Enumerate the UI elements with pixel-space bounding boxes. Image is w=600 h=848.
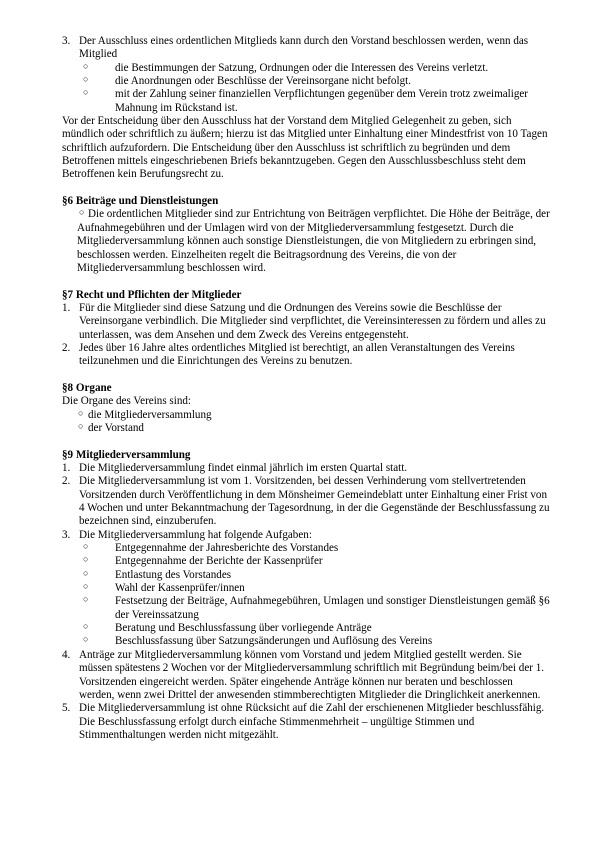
section-heading: §8 Organe	[62, 381, 112, 394]
circle-bullet-icon: ○	[83, 567, 89, 578]
item-text: Für die Mitglieder sind diese Satzung und die Ordnungen des Vereins sowie die Beschlüsse der Vereinsorgane verbindlich. Die Mitglieder sind verpflichtet, die Vereinsinteressen zu fördern und alles zu unterlassen, was dem Ansehen und dem Zweck des Vereins entgegensteht.	[79, 301, 546, 341]
sub-list-item: ○ Festsetzung der Beiträge, Aufnahmegebühren, Umlagen und sonstiger Dienstleistungen gemäß §6 der Vereinssatzung	[83, 594, 550, 621]
circle-bullet-icon: ○	[83, 621, 89, 632]
circle-bullet-icon: ○	[83, 541, 89, 552]
organs-intro: Die Organe des Vereins sind:	[62, 395, 191, 408]
sub-list-item: ○ Entgegennahme der Berichte der Kassenprüfer	[83, 554, 323, 568]
item-text: Die Mitgliederversammlung ist ohne Rücksicht auf die Zahl der erschienenen Mitglieder beschlussfähig. Die Beschlussfassung erfolgt durch einfache Stimmenmehrheit – ungültige Stimmen und Stimmenthaltungen werden nicht mitgezählt.	[79, 702, 545, 741]
list-item	[62, 35, 550, 115]
sub-list	[62, 542, 550, 649]
sub-list-item: ○ Beratung und Beschlussfassung über vorliegende Anträge	[83, 621, 372, 635]
circle-bullet-icon: ○	[83, 594, 89, 605]
item-number: 2.	[62, 341, 71, 354]
item-text: Die Mitgliederversammlung hat folgende Aufgaben:	[79, 528, 312, 541]
list-item	[62, 702, 550, 742]
section6-paragraph: ○ Die ordentlichen Mitglieder sind zur Entrichtung von Beiträgen verpflichtet. Die Höhe der Beiträge, der Aufnahmegebühren und der Umlagen wird von der Mitgliederversammlung festgesetzt. Durch die Mitgliederversammlung können auch sonstige Dienstleistungen, die von Mitgliedern zu erbringen sind, beschlossen werden. Einzelheiten regelt die Beitragsordnung des Vereins, die von der Mitgliederversammlung beschlossen wird.	[77, 207, 550, 274]
item-number: 3.	[62, 528, 71, 541]
circle-bullet-icon: ○	[83, 60, 89, 71]
list-item: ○ der Vorstand	[78, 420, 144, 434]
sub-list-item: ○ Beschlussfassung über Satzungsänderungen und Auflösung des Vereins	[83, 634, 433, 648]
sub-list-item: ○ die Bestimmungen der Satzung, Ordnungen oder die Interessen des Vereins verletzt.	[83, 60, 489, 74]
item-text: Anträge zur Mitgliederversammlung können vom Vorstand und jedem Mitglied gestellt werden. Sie müssen spätestens 2 Wochen vor der Mitgliederversammlung schriftlich mit Begründung beim/bei der 1. Vorsitzenden eingereicht werden. Später eingehende Anträge können nur beraten und beschlossen werden, wenn zwei Drittel der anwesenden stimmberechtigten Mitglieder die Dringlichkeit anerkennen.	[79, 648, 545, 701]
sub-list	[62, 62, 550, 115]
circle-bullet-icon: ○	[78, 420, 84, 431]
list-item	[62, 475, 550, 528]
circle-bullet-icon: ○	[83, 74, 89, 85]
item-text: Der Ausschluss eines ordentlichen Mitglieds kann durch den Vorstand beschlossen werden, wenn das Mitglied	[79, 35, 529, 61]
list-item: ○ die Mitgliederversammlung	[78, 407, 212, 421]
section-heading: §6 Beiträge und Dienstleistungen	[62, 195, 219, 208]
circle-bullet-icon: ○	[79, 207, 85, 218]
item-number: 5.	[62, 702, 71, 715]
section-heading: §7 Recht und Pflichten der Mitglieder	[62, 288, 242, 301]
item-text: Jedes über 16 Jahre altes ordentliches Mitglied ist berechtigt, an allen Veranstaltungen des Vereins teilzunehmen und die Einrichtungen des Vereins zu benutzen.	[79, 341, 515, 368]
section7-list	[62, 302, 550, 369]
sub-list-item: ○ Entlastung des Vorstandes	[83, 567, 232, 581]
document-page	[62, 35, 550, 742]
item-text: Die Mitgliederversammlung ist vom 1. Vorsitzenden, bei dessen Verhinderung vom stellvertretenden Vorsitzenden durch Veröffentlichung in dem Mönsheimer Gemeindeblatt unter Einhaltung einer Frist von 4 Wochen und unter Bekanntmachung der Tagesordnung, in der die Gegenstände der Beschlussfassung zu bezeichnen sind, einzuberufen.	[79, 475, 550, 528]
sub-list-item: ○ Wahl der Kassenprüfer/innen	[83, 581, 245, 595]
circle-bullet-icon: ○	[83, 634, 89, 645]
item-number: 4.	[62, 648, 71, 661]
section9-list	[62, 462, 550, 742]
sub-list-item: ○ die Anordnungen oder Beschlüsse der Vereinsorgane nicht befolgt.	[83, 74, 411, 88]
item-number: 3.	[62, 35, 71, 47]
item-number: 1.	[62, 462, 71, 474]
list-item	[62, 462, 550, 475]
list-item	[62, 342, 550, 369]
item-number: 2.	[62, 475, 71, 488]
item-text: Die Mitgliederversammlung findet einmal jährlich im ersten Quartal statt.	[79, 462, 408, 474]
circle-bullet-icon: ○	[78, 407, 84, 418]
item-number: 1.	[62, 301, 71, 314]
list-item	[62, 302, 550, 342]
sub-list-item: ○ mit der Zahlung seiner finanziellen Verpflichtungen gegenüber dem Verein trotz zweimaliger Mahnung im Rückstand ist.	[83, 87, 528, 114]
exclusion-paragraph: Vor der Entscheidung über den Ausschluss hat der Vorstand dem Mitglied Gelegenheit zu geben, sich mündlich oder schriftlich zu äußern; hierzu ist das Mitglied unter Einhaltung einer Mindestfrist von 10 Tagen schriftlich aufzufordern. Die Entscheidung über den Ausschluss ist schriftlich zu begründen und dem Betroffenen mittels eingeschriebenen Briefs bekanntzugeben. Gegen den Ausschlussbeschluss steht dem Betroffenen kein Berufungsrecht zu.	[62, 115, 548, 181]
section5-list	[62, 35, 550, 115]
list-item	[62, 529, 550, 649]
circle-bullet-icon: ○	[83, 581, 89, 592]
list-item	[62, 649, 550, 702]
sub-list-item: ○ Entgegennahme der Jahresberichte des Vorstandes	[83, 541, 339, 555]
section-heading: §9 Mitgliederversammlung	[62, 448, 191, 461]
circle-bullet-icon: ○	[83, 87, 89, 98]
circle-bullet-icon: ○	[83, 554, 89, 565]
